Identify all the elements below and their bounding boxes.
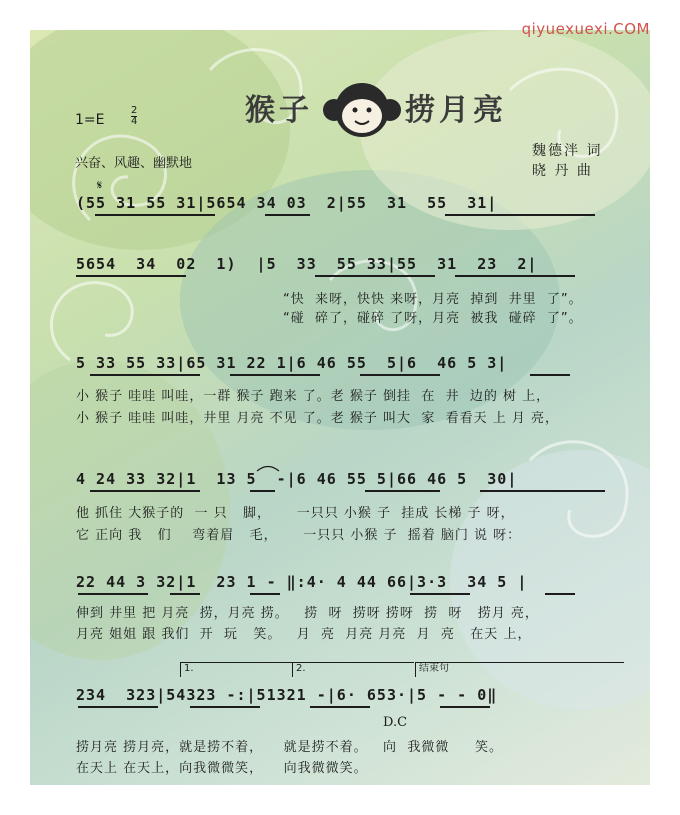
underline [190,706,260,708]
underline [445,214,595,216]
underline [265,214,310,216]
lyric-verse1-line4: 捞月亮 捞月亮，就是捞不着， 就是捞不着。 向 我微微 笑。 [76,740,503,755]
lyric-verse2-line1: 小 猴子 哇哇 叫哇，井里 月亮 不见 了。老 猴子 叫大 家 看看天 上 月 亮， [76,411,559,426]
key-signature: 1=E [75,112,105,128]
notation-line-6: 234 323|54323 -:|51321 -|6· 653·|5 - - 0‖ [76,686,498,704]
volta-second-ending: 2. [292,662,414,677]
underline [170,593,200,595]
time-signature-top: 2 [131,105,138,116]
underline [360,374,440,376]
lyric-verse1-line2: 他 抓住 大猴子的 一 只 脚， 一只只 小猴 子 挂成 长梯 子 呀， [76,506,515,521]
underline [315,275,435,277]
notation-line-1: (55 31 55 31|5654 34 03 2|55 31 55 31| [76,194,498,212]
lyric-verse1-line1: 小 猴子 哇哇 叫哇，一群 猴子 跑来 了。老 猴子 倒挂 在 井 边的 树 上， [76,389,551,404]
underline [230,374,320,376]
lyric-quote-1: “快 来呀，快快 来呀，月亮 掉到 井里 了”。 [283,292,583,307]
title-right: 捞月亮 [405,93,507,128]
notation-line-3: 5 33 55 33|65 31 22 1|6 46 55 5|6 46 5 3| [76,354,508,372]
watermark: qiyuexuexi.COM [521,20,650,38]
underline [90,374,200,376]
lyric-quote-2: “碰 碎了，碰碎 了呀，月亮 被我 碰碎 了”。 [283,311,583,326]
time-signature-bottom: 4 [131,116,138,127]
underline [480,490,605,492]
underline [95,214,215,216]
lyric-verse2-line2: 它 正向 我 们 弯着眉 毛， 一只只 小猴 子 摇着 脑门 说 呀： [76,528,522,543]
dc-marking: D.C [383,715,408,730]
underline [76,275,186,277]
underline [530,374,570,376]
underline [455,275,575,277]
tie-mark [255,462,281,472]
lyric-verse2-line3: 月亮 姐姐 跟 我们 开 玩 笑。 月 亮 月亮 月亮 月 亮 在天 上， [76,627,532,642]
underline [310,706,370,708]
underline [250,490,275,492]
title-left: 猴子 [245,93,313,128]
notation-line-5: 22 44 3 32|1 23 1 - ‖:4· 4 44 66|3·3 34 5 | [76,573,528,591]
lyric-verse1-line3: 伸到 井里 把 月亮 捞，月亮 捞。 捞 呀 捞呀 捞呀 捞 呀 捞月 亮， [76,606,539,621]
underline [250,593,280,595]
underline [78,706,158,708]
monkey-face-icon [322,80,402,140]
time-signature [131,106,137,127]
underline [365,490,440,492]
underline [410,593,470,595]
underline [78,593,148,595]
volta-coda: 结束句 [415,662,624,677]
tempo-marking: 兴奋、风趣、幽默地 [75,156,193,171]
segno-sign: 𝄋 [97,178,103,192]
lyric-verse2-line4: 在天上 在天上，向我微微笑， 向我微微笑。 [76,761,368,776]
notation-line-2: 5654 34 02 1) |5 33 55 33|55 31 23 2| [76,255,538,273]
volta-first-ending: 1. [180,662,292,677]
notation-line-4: 4 24 33 32|1 13 5 -|6 46 55 5|66 46 5 30| [76,470,518,488]
underline [440,706,490,708]
underline [545,593,575,595]
underline [90,490,200,492]
lyricist-credit: 魏德泮 词 [532,143,603,159]
composer-credit: 晓 丹 曲 [532,163,593,179]
